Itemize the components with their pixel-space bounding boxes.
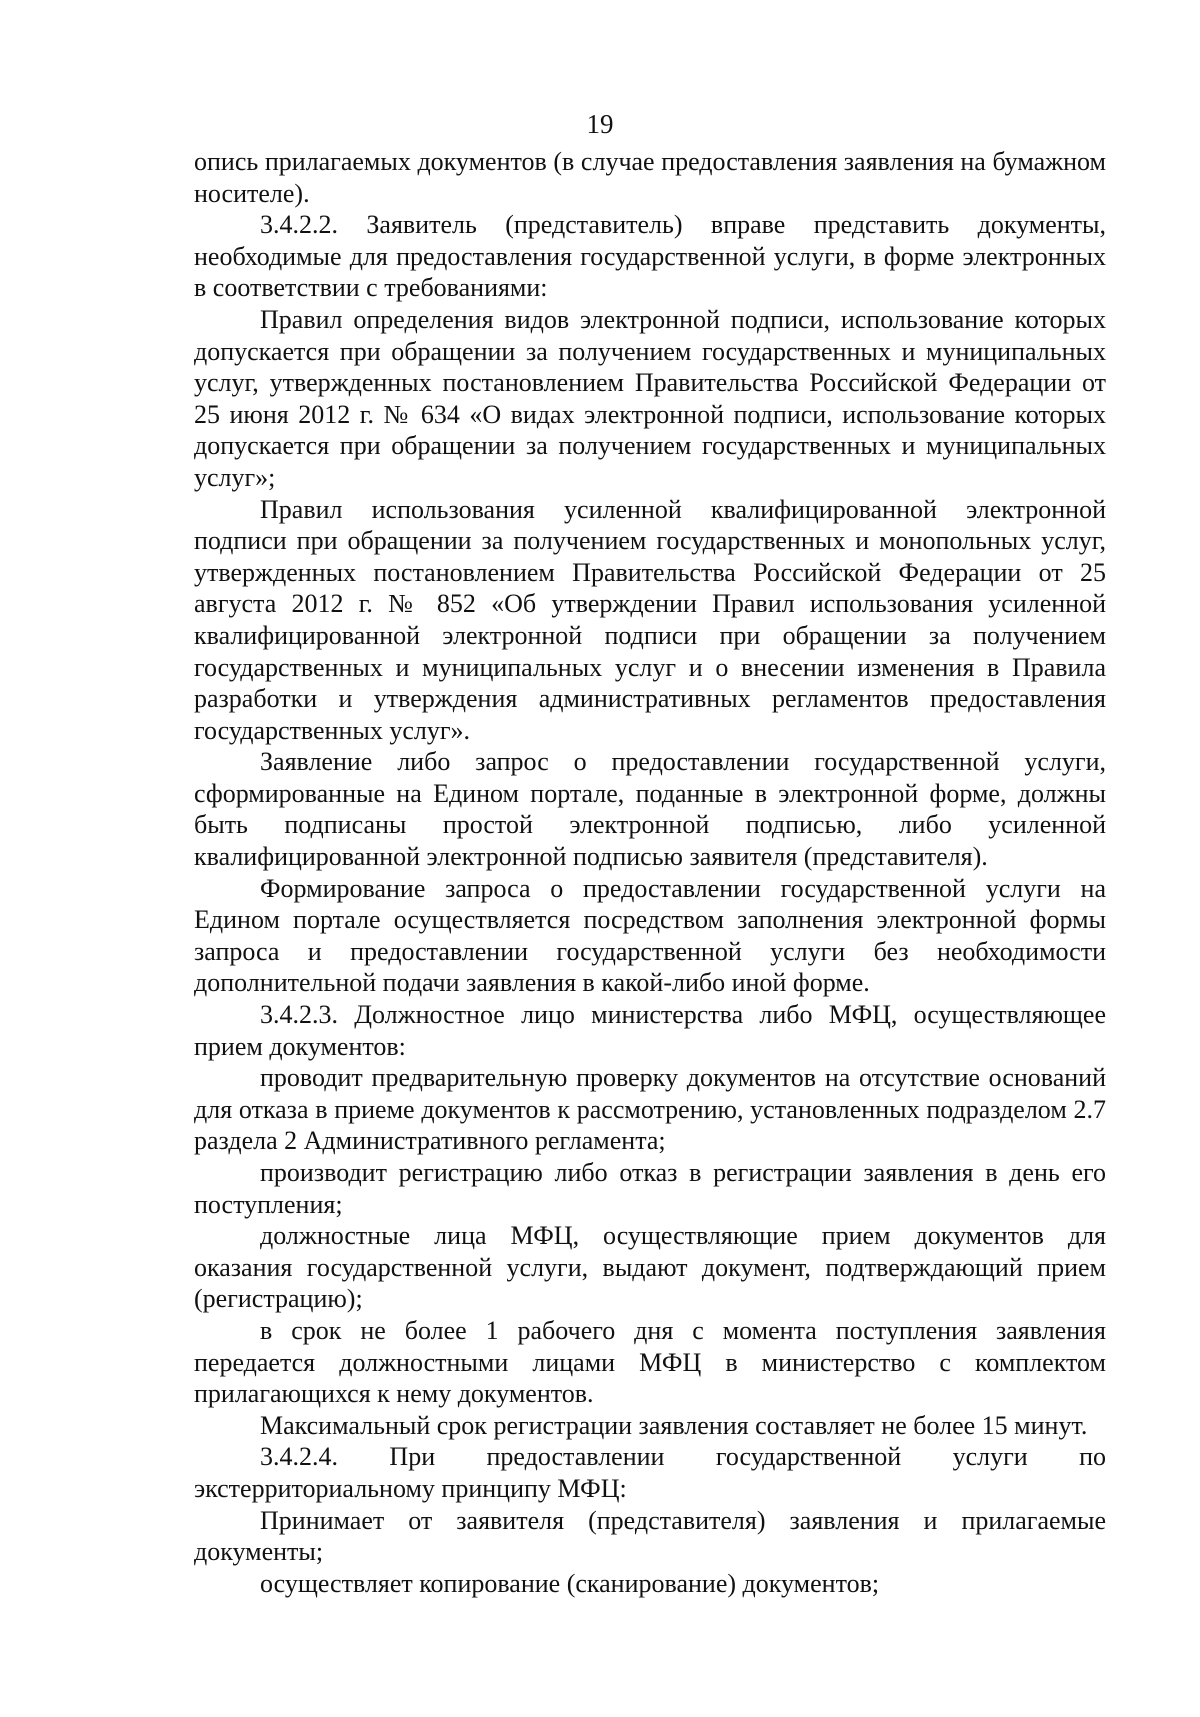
paragraph-rules-qualified-signature: Правил использования усиленной квалифицированной электронной подписи при обращении за получением государственных и монопольных услуг, утвержденных постановлением Правительства Российской Федерации от 25 августа 2012 г. № 852 «Об утверждении Правил использования усиленной квалифицированной электронной подписи при обращении за получением государственных и муниципальных услуг и о внесении изменения в Правила разработки и утверждения административных регламентов предоставления государственных услуг». <box>194 494 1106 745</box>
paragraph-accepts-documents: Принимает от заявителя (представителя) заявления и прилагаемые документы; <box>194 1505 1106 1567</box>
paragraph-max-registration-time: Максимальный срок регистрации заявления составляет не более 15 минут. <box>260 1410 1088 1440</box>
paragraph-3-4-2-2: 3.4.2.2. Заявитель (представитель) вправе представить документы, необходимые для предоставления государственной услуги, в форме электронных в соответствии с требованиями: <box>194 210 1106 303</box>
paragraph-application-signature: Заявление либо запрос о предоставлении государственной услуги, сформированные на Едином портале, поданные в электронной форме, должны быть подписаны простой электронной подписью, либо усиленной квалифицированной электронной подписью заявителя (представителя). <box>194 747 1106 872</box>
paragraph-3-4-2-3: 3.4.2.3. Должностное лицо министерства либо МФЦ, осуществляющее прием документов: <box>194 1000 1106 1061</box>
paragraph-preliminary-check: проводит предварительную проверку документов на отсутствие оснований для отказа в приеме документов к рассмотрению, установленных подразделом 2.7 раздела 2 Административного регламента; <box>194 1063 1106 1156</box>
paragraph-registration: производит регистрацию либо отказ в регистрации заявления в день его поступления; <box>194 1158 1106 1219</box>
paragraph-scanning: осуществляет копирование (сканирование) документов; <box>260 1568 880 1598</box>
paragraph-mfc-receipt: должностные лица МФЦ, осуществляющие прием документов для оказания государственной услуги, выдают документ, подтверждающий прием (регистрацию); <box>194 1221 1106 1314</box>
page-number: 19 <box>586 109 614 139</box>
paragraph-rules-signature-types: Правил определения видов электронной подписи, использование которых допускается при обращении за получением государственных и муниципальных услуг, утвержденных постановлением Правительства Российской Федерации от 25 июня 2012 г. № 634 «О видах электронной подписи, использование которых допускается при обращении за получением государственных и муниципальных услуг»; <box>194 304 1106 492</box>
paragraph-request-formation: Формирование запроса о предоставлении государственной услуги на Едином портале осуществляется посредством заполнения электронной формы запроса и предоставлении государственной услуги без необходимости дополнительной подачи заявления в какой-либо иной форме. <box>194 873 1106 998</box>
paragraph-3-4-2-4: 3.4.2.4. При предоставлении государственной услуги по экстерриториальному принципу МФЦ: <box>194 1442 1106 1503</box>
document-body <box>194 146 1106 1599</box>
paragraph-inventory: опись прилагаемых документов (в случае предоставления заявления на бумажном носителе). <box>194 147 1106 208</box>
paragraph-transfer-deadline: в срок не более 1 рабочего дня с момента поступления заявления передается должностными лицами МФЦ в министерство с комплектом прилагающихся к нему документов. <box>194 1315 1106 1409</box>
